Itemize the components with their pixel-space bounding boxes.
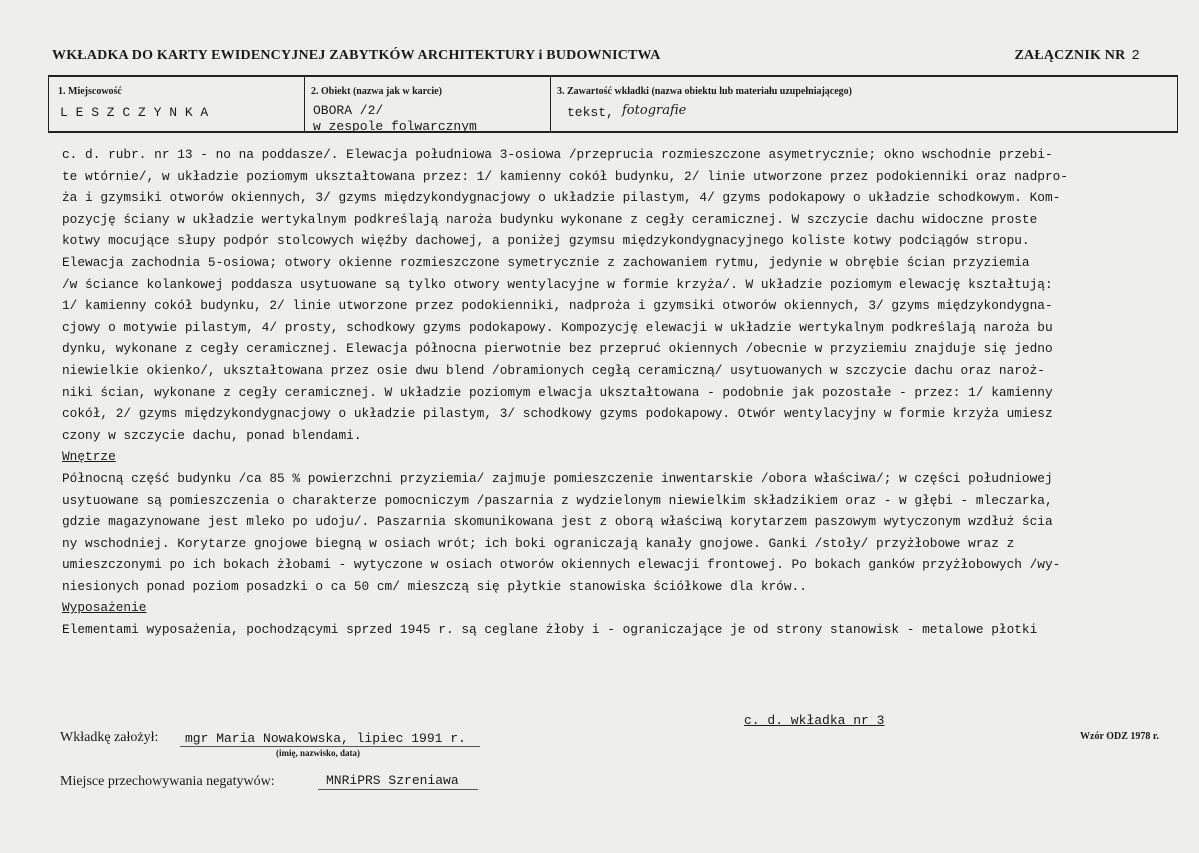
- body-line: kotwy mocujące słupy podpór stolcowych więźby dachowej, a poniżej gzymsu międzykondygnacyjnego koliste kotwy podciągów stropu.: [62, 233, 1030, 249]
- body-line: ny wschodniej. Korytarze gnojowe biegną w osiach wrót; ich boki ograniczają kanały gnojowe. Ganki /stoły/ przyżłobowe wraz z: [62, 535, 1015, 551]
- body-line: umieszczonymi po ich bokach żłobami - wytyczone w osiach otworów okiennych elewacji frontowej. Po bokach ganków przyżłobowych /wy-: [62, 557, 1061, 573]
- locality-value: L E S Z C Z Y N K A: [60, 105, 209, 120]
- body-line: niesionych ponad poziom posadzki o ca 50 cm/ mieszczą się płytkie stanowiska ściółkowe dla krów..: [62, 578, 807, 594]
- card-title: WKŁADKA DO KARTY EWIDENCYJNEJ ZABYTKÓW ARCHITEKTURY i BUDOWNICTWA: [52, 48, 661, 63]
- body-line: dynku, wykonane z cegły ceramicznej. Elewacja północna pierwotnie bez przepruć okiennych /obecnie w przyziemiu znajduje się jedno: [62, 341, 1053, 357]
- body-line: Elementami wyposażenia, pochodzącymi sprzed 1945 r. są ceglane żłoby i - ograniczające je od strony stanowisk - metalowe płotki: [62, 622, 1038, 638]
- negatives-value: MNRiPRS Szreniawa: [326, 773, 459, 788]
- negatives-underline: [318, 789, 478, 790]
- attachment-label: ZAŁĄCZNIK NR: [1014, 48, 1126, 63]
- body-line: niewielkie okienko/, ukształtowana przez osie dwu blend /obramionych cegłą ceramiczną/ usytuowanych w szczycie dachu oraz naroż-: [62, 362, 1045, 378]
- body-line: cokół, 2/ gzyms międzykondygnacjowy o układzie pilastym, 3/ schodkowy gzyms podokapowy. Otwór wentylacyjny w formie krzyża umiesz: [62, 406, 1053, 422]
- description-body: [62, 144, 1187, 641]
- field-divider-2: [550, 77, 551, 132]
- body-line: Północną część budynku /ca 85 % powierzchni przyziemia/ zajmuje pomieszczenie inwentarskie /obora właściwa/; w części południowej: [62, 470, 1053, 486]
- created-by-caption: (imię, nazwisko, data): [276, 748, 360, 758]
- contents-value: tekst,: [567, 105, 614, 120]
- body-line: Elewacja zachodnia 5-osiowa; otwory okienne rozmieszczone symetrycznie z zachowaniem rytmu, jedynie w obrębie ścian przyziemia: [62, 254, 1030, 270]
- body-line: Wnętrze: [62, 449, 116, 465]
- contents-handwritten-value: fotografie: [622, 103, 687, 118]
- body-line: usytuowane są pomieszczenia o charakterze pomocniczym /paszarnia z wydzielonym niewielkim składzikiem oraz - w głębi - mleczarka,: [62, 492, 1053, 508]
- negatives-label: Miejsce przechowywania negatywów:: [60, 774, 275, 789]
- attachment-label-group: [1014, 48, 1140, 64]
- created-by-underline: [180, 746, 480, 747]
- right-margin-rule: [1177, 77, 1178, 133]
- body-line: te wtórnie/, w układzie poziomym ukształtowana przez: 1/ kamienny cokół budynku, 2/ linie utworzone przez podokienniki oraz nadpro-: [62, 168, 1068, 184]
- body-line: /w ściance kolankowej poddasza usytuowane są tylko otwory wentylacyjne w formie krzyża/. W układzie poziomym elewację kształtują:: [62, 276, 1053, 292]
- locality-label: 1. Miejscowość: [58, 86, 122, 97]
- contents-label: 3. Zawartość wkładki (nazwa obiektu lub materiału uzupełniającego): [557, 86, 853, 97]
- object-value-line1: OBORA /2/: [313, 103, 384, 118]
- created-by-label: Wkładkę założył:: [60, 730, 159, 745]
- body-line: 1/ kamienny cokół budynku, 2/ linie utworzone przez podokienniki, nadproża i gzymsiki otworów okiennych, 3/ gzyms międzykondygna-: [62, 298, 1053, 314]
- left-margin-rule: [48, 77, 49, 133]
- object-label: 2. Obiekt (nazwa jak w karcie): [311, 86, 442, 97]
- body-line: pozycję ściany w układzie wertykalnym podkreślają naroża budynku wykonane z cegły ceramicznej. W szczycie dachu widoczne proste: [62, 211, 1038, 227]
- created-by-value: mgr Maria Nowakowska, lipiec 1991 r.: [185, 731, 466, 746]
- form-code: Wzór ODZ 1978 r.: [1080, 731, 1159, 742]
- body-line: Wyposażenie: [62, 600, 147, 616]
- body-line: niki ścian, wykonane z cegły ceramicznej. W układzie poziomym elwacja ukształtowana - podobnie jak pozostałe - przez: 1/ kamienny: [62, 384, 1053, 400]
- field-divider-1: [304, 77, 305, 132]
- body-line: czony w szczycie dachu, ponad blendami.: [62, 427, 362, 443]
- body-line: gdzie magazynowane jest mleko po udoju/. Paszarnia skomunikowana jest z oborą właściwą korytarzem paszowym wytyczonym wzdłuż ścia: [62, 514, 1053, 530]
- attachment-number: 2: [1131, 48, 1140, 64]
- continuation-note: c. d. wkładka nr 3: [744, 713, 885, 728]
- body-line: cjowy o motywie pilastym, 4/ prosty, schodkowy gzyms podokapowy. Kompozycję elewacji w układzie wertykalnym podkreślają naroża bu: [62, 319, 1053, 335]
- fields-bottom-rule: [48, 131, 1178, 133]
- body-line: c. d. rubr. nr 13 - no na poddasze/. Elewacja południowa 3-osiowa /przeprucia rozmieszczone asymetrycznie; okno wschodnie przebi-: [62, 147, 1053, 162]
- body-line: ża i gzymsiki otworów okiennych, 3/ gzyms międzykondygnacjowy o układzie pilastym, 4/ gzyms podokapowy o układzie schodkowym. Kom-: [62, 190, 1061, 206]
- header-rule: [48, 75, 1178, 77]
- object-value-line2: w zespole folwarcznym: [313, 119, 477, 134]
